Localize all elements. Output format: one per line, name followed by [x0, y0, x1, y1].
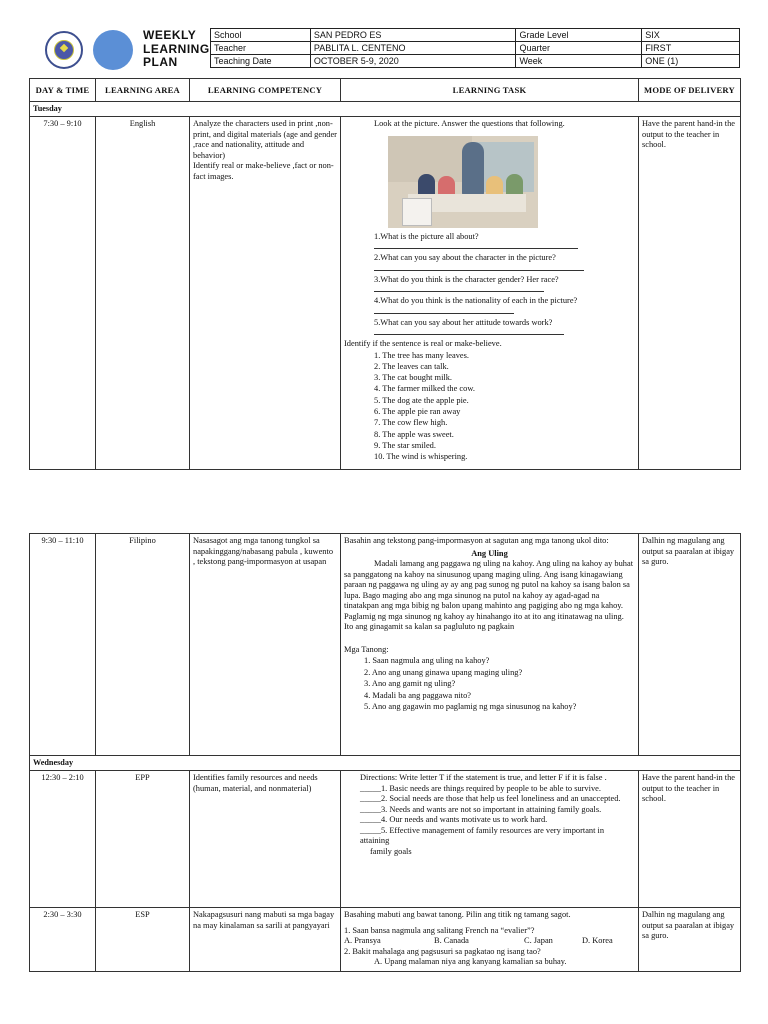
- list-item: 5. The dog ate the apple pie.: [374, 395, 469, 405]
- school-logo-placeholder: [93, 30, 133, 70]
- mode-cell: Dalhin ng magulang ang output sa paaralan at ibigay sa guro.: [639, 534, 741, 756]
- question: 1. Saan bansa nagmula ang salitang French na “evalier”?: [344, 925, 535, 935]
- question-list: [344, 655, 635, 713]
- info-label: School: [211, 29, 311, 42]
- list-item: 7. The cow flew high.: [374, 418, 448, 428]
- time-cell: 9:30 – 11:10: [30, 534, 96, 756]
- option: A. Pransya: [344, 936, 381, 945]
- time-cell: 2:30 – 3:30: [30, 908, 96, 972]
- list-item: _____2. Social needs are those that help us feel loneliness and an unaccepted.: [360, 794, 621, 803]
- task-cell: [341, 908, 639, 972]
- time-cell: 12:30 – 2:10: [30, 771, 96, 908]
- list-item: 10. The wind is whispering.: [374, 452, 468, 462]
- plan-info-table: [210, 28, 740, 68]
- day-label-wednesday: Wednesday: [30, 756, 741, 771]
- answer-line: [344, 264, 635, 275]
- col-task: LEARNING TASK: [341, 79, 639, 102]
- answer-line: [344, 242, 635, 253]
- answer-line: [344, 307, 635, 318]
- info-value: SAN PEDRO ES: [310, 29, 516, 42]
- info-label: Quarter: [516, 42, 642, 55]
- list-item: _____4. Our needs and wants motivate us to work hard.: [360, 815, 548, 824]
- info-value: OCTOBER 5-9, 2020: [310, 55, 516, 68]
- option: A. Upang malaman niya ang kanyang kamalian sa buhay.: [374, 957, 567, 966]
- area-cell: Filipino: [96, 534, 190, 756]
- header: [29, 28, 740, 70]
- competency-cell: Analyze the characters used in print ,non-print, and digital materials (age and gender ,race and nationality, attitude and behavior) Identify real or make-believe ,fact or non-fact images.: [190, 117, 341, 470]
- list-item: 1. The tree has many leaves.: [374, 350, 469, 360]
- mode-cell: Have the parent hand-in the output to the teacher in school.: [639, 771, 741, 908]
- area-cell: EPP: [96, 771, 190, 908]
- info-label: Teacher: [211, 42, 311, 55]
- deped-seal-logo: [45, 31, 83, 69]
- identify-instruction: Identify if the sentence is real or make-believe.: [344, 339, 502, 348]
- info-value: PABLITA L. CENTENO: [310, 42, 516, 55]
- info-label: Week: [516, 55, 642, 68]
- table-row: [30, 117, 741, 470]
- option: D. Korea: [582, 936, 613, 945]
- list-item: _____5. Effective management of family resources are very important in attaining: [360, 825, 605, 845]
- list-item: 8. The apple was sweet.: [374, 429, 454, 439]
- question: 2.What can you say about the character in the picture?: [374, 253, 556, 262]
- task-cell: [341, 771, 639, 908]
- table-row: [30, 908, 741, 972]
- competency-cell: Identifies family resources and needs (human, material, and nonmaterial): [190, 771, 341, 908]
- time-cell: 7:30 – 9:10: [30, 117, 96, 470]
- story-text: Madali lamang ang paggawa ng uling na kahoy. Ang uling na kahoy ay buhat sa panggatong na kahoy na sinusunog upang maging uling. Ang isang kinagawiang paraan ng paggawa ng uling ay ay ang pag sunog ng putol na kahoy sa isang balon sa lupa. Bago maging abo ang mga sinunog na putol na kahoy ay agad-agad na tinatakpan ang mga bibig ng balon upang mahinto ang pagiging abo ng mga kahoy. Paglamig ng mga sinunog ng kahoy ay hinahango ito at ito ang itinatawag na uling. Ito ang ginagamit sa kalan sa pagluluto ng pagkain: [344, 559, 634, 631]
- question: 2. Bakit mahalaga ang pagsusuri sa pagkatao ng isang tao?: [344, 946, 541, 956]
- list-item: 1. Saan nagmula ang uling na kahoy?: [364, 656, 490, 665]
- question: 4.What do you think is the nationality of each in the picture?: [374, 296, 578, 305]
- info-label: Grade Level: [516, 29, 642, 42]
- task-cell: [341, 534, 639, 756]
- weekly-plan-table-page2: [29, 533, 741, 972]
- task-cell: [341, 117, 639, 470]
- table-row: [30, 534, 741, 756]
- competency-cell: Nakapagsusuri nang mabuti sa mga bagay na may kinalaman sa sarili at pangyayari: [190, 908, 341, 972]
- question: 3.What do you think is the character gender? Her race?: [374, 274, 559, 284]
- area-cell: ESP: [96, 908, 190, 972]
- day-label-tuesday: Tuesday: [30, 102, 741, 117]
- list-item-tail: family goals: [370, 846, 412, 856]
- task-directions: Directions: Write letter T if the statement is true, and letter F if it is false .: [360, 773, 607, 782]
- list-item: 4. The farmer milked the cow.: [374, 384, 475, 394]
- competency-cell: Nasasagot ang mga tanong tungkol sa napakinggang/nabasang pabula , kuwento , tekstong pang-impormasyon at usapan: [190, 534, 341, 756]
- questions-label: Mga Tanong:: [344, 644, 389, 654]
- answer-line: [344, 328, 635, 339]
- question: 1.What is the picture all about?: [374, 231, 479, 241]
- list-item: 2. Ano ang unang ginawa upang maging uling?: [364, 667, 523, 677]
- col-learning-area: LEARNING AREA: [96, 79, 190, 102]
- list-item: 2. The leaves can talk.: [374, 361, 449, 371]
- option: B. Canada: [434, 936, 469, 945]
- list-item: 3. The cat bought milk.: [374, 373, 453, 383]
- col-mode: MODE OF DELIVERY: [639, 79, 741, 102]
- question: 5.What can you say about her attitude towards work?: [374, 317, 553, 327]
- list-item: 9. The star smiled.: [374, 440, 436, 450]
- list-item: 4. Madali ba ang paggawa nito?: [364, 690, 471, 700]
- classroom-photo: [388, 136, 538, 228]
- answer-line: [344, 285, 635, 296]
- list-item: 6. The apple pie ran away: [374, 406, 461, 416]
- mode-cell: Dalhin ng magulang ang output sa paaralan at ibigay sa guro.: [639, 908, 741, 972]
- story-title: Ang Uling: [471, 548, 508, 558]
- col-competency: LEARNING COMPETENCY: [190, 79, 341, 102]
- option: C. Japan: [524, 936, 553, 945]
- task-intro: Look at the picture. Answer the questions that following.: [374, 119, 565, 128]
- sentence-list: [344, 350, 635, 463]
- weekly-plan-table-page1: [29, 78, 741, 470]
- answer-options: [344, 936, 635, 947]
- list-item: 5. Ano ang gagawin mo paglamig ng mga sinusunog na kahoy?: [364, 702, 577, 711]
- col-day-time: DAY & TIME: [30, 79, 96, 102]
- list-item: _____3. Needs and wants are not so important in attaining family goals.: [360, 804, 602, 814]
- info-value: SIX: [642, 29, 740, 42]
- list-item: _____1. Basic needs are things required by people to be able to survive.: [360, 783, 601, 793]
- info-value: FIRST: [642, 42, 740, 55]
- list-item: 3. Ano ang gamit ng uling?: [364, 679, 456, 688]
- info-label: Teaching Date: [211, 55, 311, 68]
- plan-title: WEEKLY LEARNING PLAN: [143, 28, 210, 69]
- task-intro: Basahin ang tekstong pang-impormasyon at sagutan ang mga tanong ukol dito:: [344, 536, 609, 545]
- area-cell: English: [96, 117, 190, 470]
- task-intro: Basahing mabuti ang bawat tanong. Pilin ang titik ng tamang sagot.: [344, 910, 571, 919]
- info-value: ONE (1): [642, 55, 740, 68]
- mode-cell: Have the parent hand-in the output to the teacher in school.: [639, 117, 741, 470]
- table-header-row: [30, 79, 741, 102]
- table-row: [30, 771, 741, 908]
